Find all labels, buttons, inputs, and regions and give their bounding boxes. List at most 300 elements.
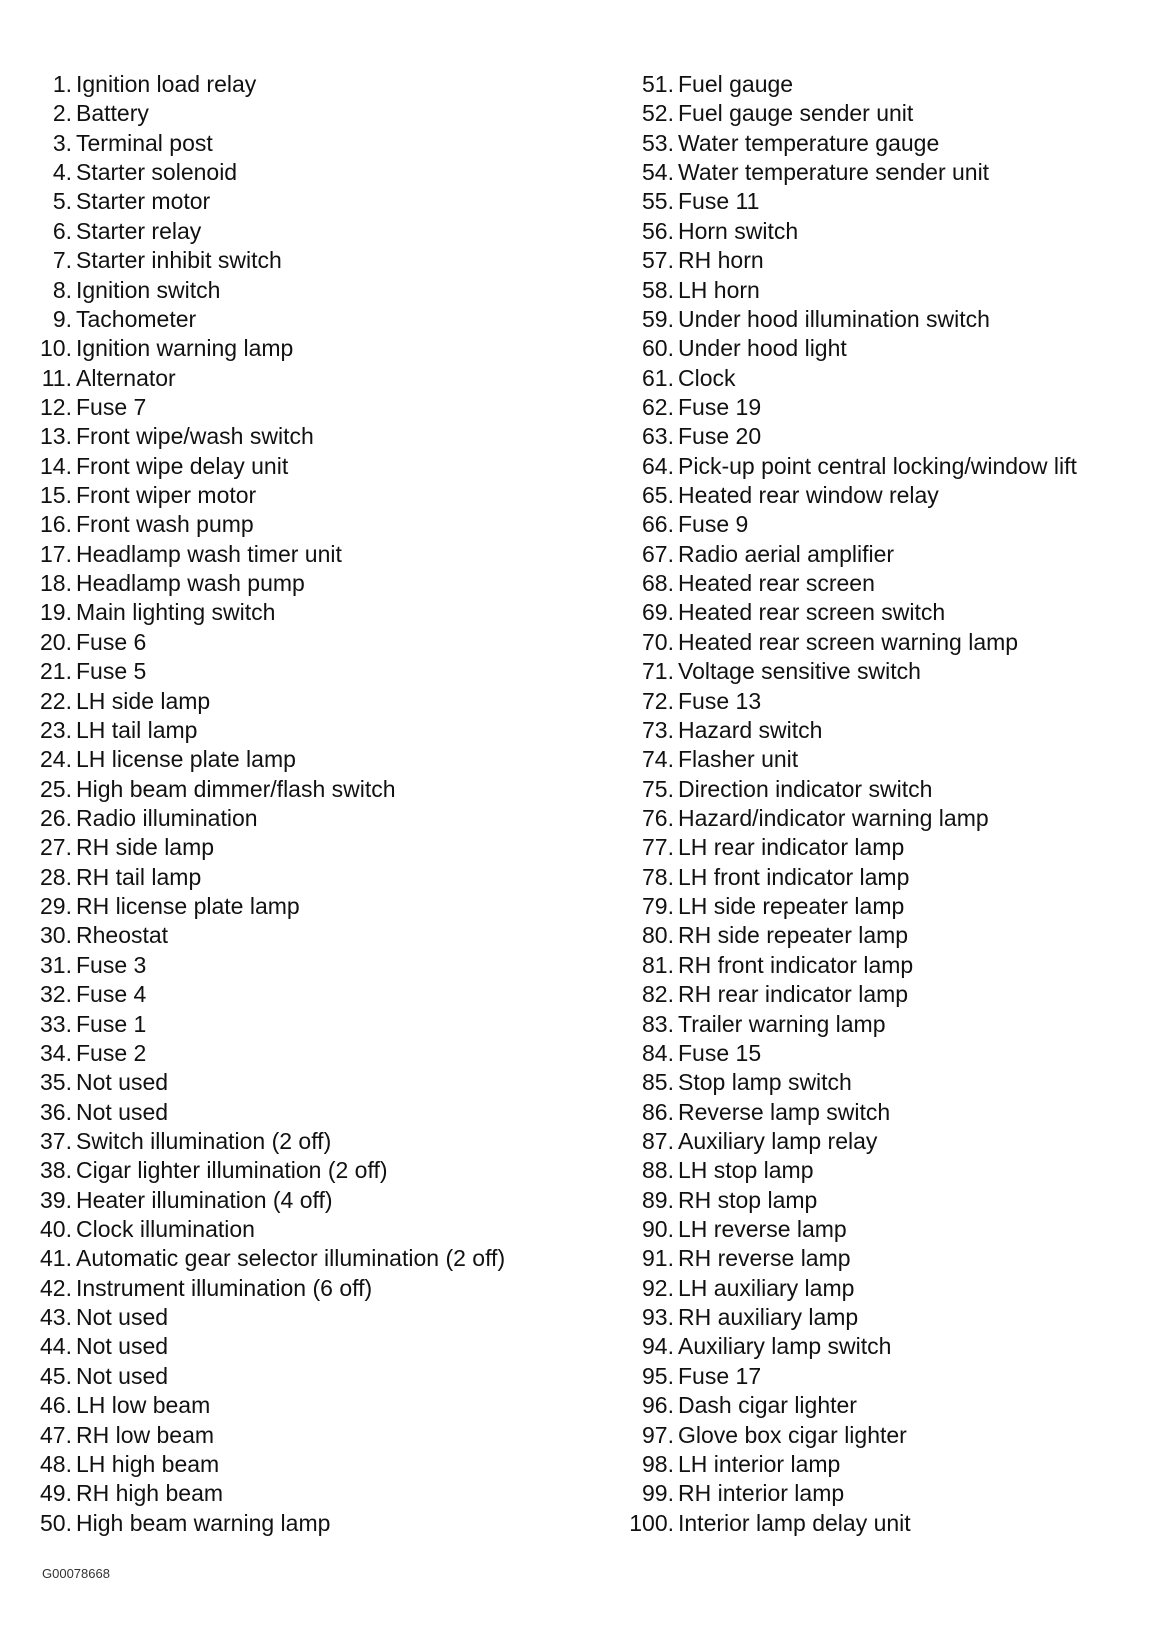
legend-item: [30, 980, 590, 1009]
legend-item: [30, 1391, 590, 1420]
legend-item-label: Water temperature sender unit: [678, 159, 990, 186]
legend-item-label: Fuse 11: [678, 188, 760, 215]
legend-item-number: 34.: [40, 1039, 72, 1066]
legend-item-number: 76.: [642, 804, 674, 831]
legend-item-number: 55.: [642, 188, 674, 215]
legend-item-label: LH auxiliary lamp: [678, 1274, 855, 1301]
legend-item: [620, 863, 1160, 892]
legend-item-label: Ignition warning lamp: [76, 335, 294, 362]
legend-item-label: LH high beam: [76, 1450, 220, 1477]
legend-item: [620, 217, 1160, 246]
legend-item-label: Automatic gear selector illumination (2 off): [76, 1245, 506, 1272]
legend-item-label: Cigar lighter illumination (2 off): [76, 1157, 388, 1184]
legend-item: [620, 305, 1160, 334]
legend-item: [30, 364, 590, 393]
legend-item: [30, 217, 590, 246]
legend-item: [620, 833, 1160, 862]
legend-item: [620, 1362, 1160, 1391]
legend-item-number: 85.: [642, 1069, 674, 1096]
legend-item-number: 80.: [642, 922, 674, 949]
legend-item-label: Not used: [76, 1069, 169, 1096]
legend-item-label: Front wash pump: [76, 511, 254, 538]
legend-item-label: RH low beam: [76, 1421, 215, 1448]
legend-item-number: 42.: [40, 1274, 72, 1301]
legend-item-label: Hazard/indicator warning lamp: [678, 804, 989, 831]
legend-item: [620, 1450, 1160, 1479]
legend-item-number: 3.: [52, 129, 72, 156]
legend-item-number: 30.: [40, 922, 72, 949]
legend-item: [30, 158, 590, 187]
legend-item: [620, 892, 1160, 921]
legend-item-label: Clock illumination: [76, 1216, 255, 1243]
legend-item-number: 37.: [40, 1127, 72, 1154]
legend-item-number: 31.: [40, 951, 72, 978]
legend-item-label: Fuse 2: [76, 1039, 147, 1066]
legend-item-label: Front wipe delay unit: [76, 452, 289, 479]
legend-item-label: Fuse 5: [76, 658, 147, 685]
legend-item: [620, 158, 1160, 187]
legend-item-label: Fuel gauge sender unit: [678, 100, 914, 127]
legend-item-number: 14.: [40, 452, 72, 479]
legend-item: [30, 540, 590, 569]
legend-column-right: [620, 70, 1160, 1538]
legend-item-label: Under hood illumination switch: [678, 305, 990, 332]
legend-item-number: 32.: [40, 981, 72, 1008]
legend-item: [30, 334, 590, 363]
legend-item-number: 13.: [40, 423, 72, 450]
legend-item-label: High beam dimmer/flash switch: [76, 775, 396, 802]
legend-item-label: Fuse 17: [678, 1362, 762, 1389]
legend-item-number: 91.: [642, 1245, 674, 1272]
legend-item-number: 45.: [40, 1362, 72, 1389]
legend-item: [30, 422, 590, 451]
legend-item: [620, 1421, 1160, 1450]
legend-item: [620, 1303, 1160, 1332]
legend-item-label: LH rear indicator lamp: [678, 834, 905, 861]
legend-item: [30, 598, 590, 627]
legend-item-number: 90.: [642, 1216, 674, 1243]
legend-item-label: Clock: [678, 364, 736, 391]
legend-item: [30, 187, 590, 216]
legend-item-number: 67.: [642, 540, 674, 567]
legend-item-label: Instrument illumination (6 off): [76, 1274, 373, 1301]
legend-item-label: Heated rear screen warning lamp: [678, 628, 1019, 655]
legend-item: [30, 1450, 590, 1479]
legend-item-label: RH high beam: [76, 1480, 224, 1507]
legend-item-label: High beam warning lamp: [76, 1509, 331, 1536]
legend-item-number: 68.: [642, 570, 674, 597]
legend-item-label: Dash cigar lighter: [678, 1392, 857, 1419]
legend-item: [620, 99, 1160, 128]
legend-item: [30, 246, 590, 275]
legend-item-label: Voltage sensitive switch: [678, 658, 921, 685]
legend-item-label: Fuse 19: [678, 393, 762, 420]
legend-item-number: 87.: [642, 1127, 674, 1154]
legend-item: [620, 980, 1160, 1009]
legend-item: [620, 1509, 1160, 1538]
legend-item-label: Fuse 6: [76, 628, 147, 655]
legend-item-number: 92.: [642, 1274, 674, 1301]
legend-item: [620, 540, 1160, 569]
legend-item: [30, 745, 590, 774]
legend-item: [620, 1186, 1160, 1215]
legend-item-number: 38.: [40, 1157, 72, 1184]
legend-item: [30, 1421, 590, 1450]
legend-column-left: [30, 70, 590, 1538]
legend-item-number: 26.: [40, 804, 72, 831]
legend-item-number: 64.: [642, 452, 674, 479]
legend-item-number: 47.: [40, 1421, 72, 1448]
legend-item: [620, 1010, 1160, 1039]
legend-item-number: 97.: [642, 1421, 674, 1448]
legend-item: [620, 481, 1160, 510]
legend-item-label: Flasher unit: [678, 746, 799, 773]
legend-item-label: Fuse 1: [76, 1010, 147, 1037]
legend-item-number: 28.: [40, 863, 72, 890]
legend-item-number: 83.: [642, 1010, 674, 1037]
legend-item-label: Under hood light: [678, 335, 847, 362]
legend-item: [620, 687, 1160, 716]
legend-item-label: Fuse 20: [678, 423, 762, 450]
legend-item-label: RH side repeater lamp: [678, 922, 909, 949]
legend-item-label: Ignition switch: [76, 276, 221, 303]
legend-item: [620, 804, 1160, 833]
legend-item-label: Heated rear screen: [678, 570, 875, 597]
legend-item-label: Main lighting switch: [76, 599, 276, 626]
legend-item-label: Ignition load relay: [76, 71, 257, 97]
legend-item: [30, 1244, 590, 1273]
legend-item-label: Not used: [76, 1362, 169, 1389]
legend-item: [620, 628, 1160, 657]
legend-item: [30, 863, 590, 892]
legend-item-label: Fuel gauge: [678, 71, 794, 97]
legend-item: [30, 804, 590, 833]
legend-item: [620, 246, 1160, 275]
legend-item: [620, 510, 1160, 539]
legend-item-number: 24.: [40, 746, 72, 773]
legend-item: [30, 305, 590, 334]
legend-item-label: Direction indicator switch: [678, 775, 933, 802]
legend-item-number: 79.: [642, 893, 674, 920]
legend-item-number: 40.: [40, 1216, 72, 1243]
legend-item-number: 88.: [642, 1157, 674, 1184]
legend-item: [620, 1127, 1160, 1156]
legend-item: [30, 1509, 590, 1538]
legend-item: [620, 364, 1160, 393]
legend-item-number: 22.: [40, 687, 72, 714]
legend-item-label: LH tail lamp: [76, 716, 198, 743]
legend-item: [30, 393, 590, 422]
legend-item: [30, 276, 590, 305]
legend-item-number: 95.: [642, 1362, 674, 1389]
legend-item-label: Not used: [76, 1098, 169, 1125]
legend-item: [30, 1274, 590, 1303]
legend-item: [30, 1186, 590, 1215]
legend-item-label: Radio illumination: [76, 804, 258, 831]
legend-item: [620, 1479, 1160, 1508]
legend-item-label: RH auxiliary lamp: [678, 1304, 859, 1331]
legend-item-label: Fuse 9: [678, 511, 749, 538]
figure-id: G00078668: [42, 1566, 110, 1581]
legend-item-label: LH reverse lamp: [678, 1216, 847, 1243]
legend-item-number: 29.: [40, 893, 72, 920]
legend-item-number: 74.: [642, 746, 674, 773]
legend-item-label: Fuse 13: [678, 687, 762, 714]
legend-item-number: 44.: [40, 1333, 72, 1360]
legend-item: [30, 1156, 590, 1185]
legend-item: [30, 99, 590, 128]
legend-item-number: 48.: [40, 1450, 72, 1477]
legend-item-label: LH front indicator lamp: [678, 863, 910, 890]
legend-item: [30, 687, 590, 716]
legend-item: [620, 657, 1160, 686]
legend-item-label: Battery: [76, 100, 149, 127]
legend-item-label: RH reverse lamp: [678, 1245, 851, 1272]
legend-item-label: Not used: [76, 1333, 169, 1360]
legend-item-label: Tachometer: [76, 305, 197, 332]
legend-item: [620, 276, 1160, 305]
legend-item: [620, 1039, 1160, 1068]
legend-item: [620, 1391, 1160, 1420]
legend-item-number: 58.: [642, 276, 674, 303]
legend-item-number: 51.: [642, 71, 674, 97]
legend-item: [620, 1215, 1160, 1244]
legend-item-label: Starter inhibit switch: [76, 247, 282, 274]
legend-item-label: Stop lamp switch: [678, 1069, 852, 1096]
legend-item-number: 57.: [642, 247, 674, 274]
legend-item: [620, 70, 1160, 99]
legend-item-label: LH side repeater lamp: [678, 893, 905, 920]
legend-item-number: 16.: [40, 511, 72, 538]
legend-item-label: Heated rear screen switch: [678, 599, 946, 626]
legend-item-number: 70.: [642, 628, 674, 655]
legend-item-number: 73.: [642, 716, 674, 743]
legend-item-number: 43.: [40, 1304, 72, 1331]
legend-item: [30, 452, 590, 481]
legend-item-number: 23.: [40, 716, 72, 743]
legend-item-label: RH stop lamp: [678, 1186, 818, 1213]
legend-item: [30, 1303, 590, 1332]
legend-item-label: Radio aerial amplifier: [678, 540, 895, 567]
legend-item-number: 12.: [40, 393, 72, 420]
legend-item: [620, 716, 1160, 745]
legend-item-number: 20.: [40, 628, 72, 655]
legend-item-label: Horn switch: [678, 217, 799, 244]
legend-item-label: RH interior lamp: [678, 1480, 845, 1507]
legend-item-number: 84.: [642, 1039, 674, 1066]
legend-item: [620, 921, 1160, 950]
legend-item: [30, 569, 590, 598]
legend-item: [30, 481, 590, 510]
legend-item-label: Heater illumination (4 off): [76, 1186, 333, 1213]
legend-item-label: Fuse 15: [678, 1039, 762, 1066]
legend-item-label: LH horn: [678, 276, 760, 303]
legend-item-number: 86.: [642, 1098, 674, 1125]
legend-item: [30, 921, 590, 950]
legend-item-label: Reverse lamp switch: [678, 1098, 891, 1125]
legend-item: [620, 745, 1160, 774]
legend-item-number: 71.: [642, 658, 674, 685]
legend-item-label: Starter relay: [76, 217, 202, 244]
legend-item-number: 82.: [642, 981, 674, 1008]
legend-item-number: 66.: [642, 511, 674, 538]
legend-item: [30, 775, 590, 804]
legend-item-label: Switch illumination (2 off): [76, 1127, 332, 1154]
legend-item: [620, 1332, 1160, 1361]
legend-item: [30, 1479, 590, 1508]
legend-item-label: Terminal post: [76, 129, 213, 156]
legend-item-label: Trailer warning lamp: [678, 1010, 886, 1037]
legend-item-number: 10.: [40, 335, 72, 362]
legend-item-number: 36.: [40, 1098, 72, 1125]
legend-item-label: Not used: [76, 1304, 169, 1331]
legend-item-label: Glove box cigar lighter: [678, 1421, 907, 1448]
legend-item-label: Auxiliary lamp relay: [678, 1127, 878, 1154]
legend-item-label: Rheostat: [76, 922, 169, 949]
legend-item-number: 93.: [642, 1304, 674, 1331]
legend-item-number: 53.: [642, 129, 674, 156]
legend-item-number: 27.: [40, 834, 72, 861]
legend-item-label: Front wipe/wash switch: [76, 423, 314, 450]
legend-item-number: 6.: [52, 217, 72, 244]
legend-item-label: Starter motor: [76, 188, 211, 215]
legend-item: [30, 1098, 590, 1127]
legend-item: [620, 187, 1160, 216]
legend-item-label: RH front indicator lamp: [678, 951, 914, 978]
legend-item-label: RH license plate lamp: [76, 893, 300, 920]
legend-item-number: 98.: [642, 1450, 674, 1477]
legend-item-label: Alternator: [76, 364, 176, 391]
legend-item: [30, 892, 590, 921]
legend-item: [620, 393, 1160, 422]
legend-item: [30, 951, 590, 980]
legend-item-number: 8.: [52, 276, 72, 303]
legend-item-number: 17.: [40, 540, 72, 567]
legend-item-number: 41.: [40, 1245, 72, 1272]
legend-item: [620, 775, 1160, 804]
legend-item: [30, 129, 590, 158]
legend-item-number: 33.: [40, 1010, 72, 1037]
legend-item-number: 96.: [642, 1392, 674, 1419]
legend-item-label: Auxiliary lamp switch: [678, 1333, 892, 1360]
legend-item: [620, 334, 1160, 363]
legend-item-number: 89.: [642, 1186, 674, 1213]
legend-item-label: LH interior lamp: [678, 1450, 841, 1477]
legend-item-number: 72.: [642, 687, 674, 714]
legend-item: [30, 1127, 590, 1156]
legend-item: [30, 70, 590, 99]
legend-item-number: 94.: [642, 1333, 674, 1360]
legend-item-number: 49.: [40, 1480, 72, 1507]
legend-item: [30, 1332, 590, 1361]
legend-item: [30, 1068, 590, 1097]
legend-item: [30, 657, 590, 686]
legend-item-number: 1.: [52, 71, 72, 97]
legend-item-label: Fuse 7: [76, 393, 147, 420]
legend-item-label: LH side lamp: [76, 687, 211, 714]
legend-item-label: Hazard switch: [678, 716, 823, 743]
legend-item: [620, 1244, 1160, 1273]
legend-item-number: 25.: [40, 775, 72, 802]
legend-item-number: 35.: [40, 1069, 72, 1096]
legend-item: [620, 452, 1160, 481]
legend-item-number: 62.: [642, 393, 674, 420]
legend-item-number: 19.: [40, 599, 72, 626]
legend-item-label: RH rear indicator lamp: [678, 981, 909, 1008]
legend-item-number: 52.: [642, 100, 674, 127]
legend-item: [620, 951, 1160, 980]
legend-item: [620, 129, 1160, 158]
legend-item: [30, 1215, 590, 1244]
legend-item: [30, 1362, 590, 1391]
legend-item-label: Starter solenoid: [76, 159, 238, 186]
legend-item-number: 46.: [40, 1392, 72, 1419]
legend-item: [620, 1098, 1160, 1127]
legend-item-label: Heated rear window relay: [678, 482, 939, 509]
legend-item: [30, 1010, 590, 1039]
legend-item: [620, 1274, 1160, 1303]
legend-item-label: Interior lamp delay unit: [678, 1509, 911, 1536]
legend-item-label: Water temperature gauge: [678, 129, 940, 156]
legend-item-number: 61.: [642, 364, 674, 391]
legend-item-number: 4.: [52, 159, 72, 186]
legend-item-number: 50.: [40, 1509, 72, 1536]
legend-item-number: 60.: [642, 335, 674, 362]
legend-item-number: 7.: [52, 247, 72, 274]
legend-item-number: 5.: [52, 188, 72, 215]
legend-item-number: 99.: [642, 1480, 674, 1507]
legend-item-number: 63.: [642, 423, 674, 450]
legend-item: [620, 1156, 1160, 1185]
legend-item-label: RH side lamp: [76, 834, 215, 861]
legend-item-number: 18.: [40, 570, 72, 597]
legend-item-number: 11.: [41, 364, 72, 391]
legend-item-number: 54.: [642, 159, 674, 186]
legend-item-number: 2.: [52, 100, 72, 127]
legend-item-label: Front wiper motor: [76, 482, 257, 509]
legend-item-number: 69.: [642, 599, 674, 626]
legend-item: [30, 628, 590, 657]
legend-item-label: Fuse 4: [76, 981, 147, 1008]
legend-item-label: RH horn: [678, 247, 764, 274]
legend-item: [30, 716, 590, 745]
legend-item-number: 100.: [629, 1509, 674, 1536]
legend-item-label: LH low beam: [76, 1392, 211, 1419]
legend-item-number: 56.: [642, 217, 674, 244]
legend-item: [620, 422, 1160, 451]
legend-item-number: 78.: [642, 863, 674, 890]
legend-item: [30, 1039, 590, 1068]
legend-item-label: Fuse 3: [76, 951, 147, 978]
legend-item-number: 9.: [52, 305, 72, 332]
legend-item: [620, 569, 1160, 598]
legend-item-number: 21.: [40, 658, 72, 685]
legend-item-number: 65.: [642, 482, 674, 509]
legend-item: [620, 598, 1160, 627]
legend-item-number: 81.: [642, 951, 674, 978]
legend-item-label: Headlamp wash timer unit: [76, 540, 342, 567]
legend-item-label: LH stop lamp: [678, 1157, 814, 1184]
legend-item: [30, 510, 590, 539]
legend-item-number: 75.: [642, 775, 674, 802]
legend-item-number: 77.: [642, 834, 674, 861]
legend-item-label: Pick-up point central locking/window lift: [678, 452, 1077, 479]
legend-item: [620, 1068, 1160, 1097]
legend-item-number: 59.: [642, 305, 674, 332]
legend-item-number: 39.: [40, 1186, 72, 1213]
legend-item-label: RH tail lamp: [76, 863, 202, 890]
legend-item-label: Headlamp wash pump: [76, 570, 305, 597]
